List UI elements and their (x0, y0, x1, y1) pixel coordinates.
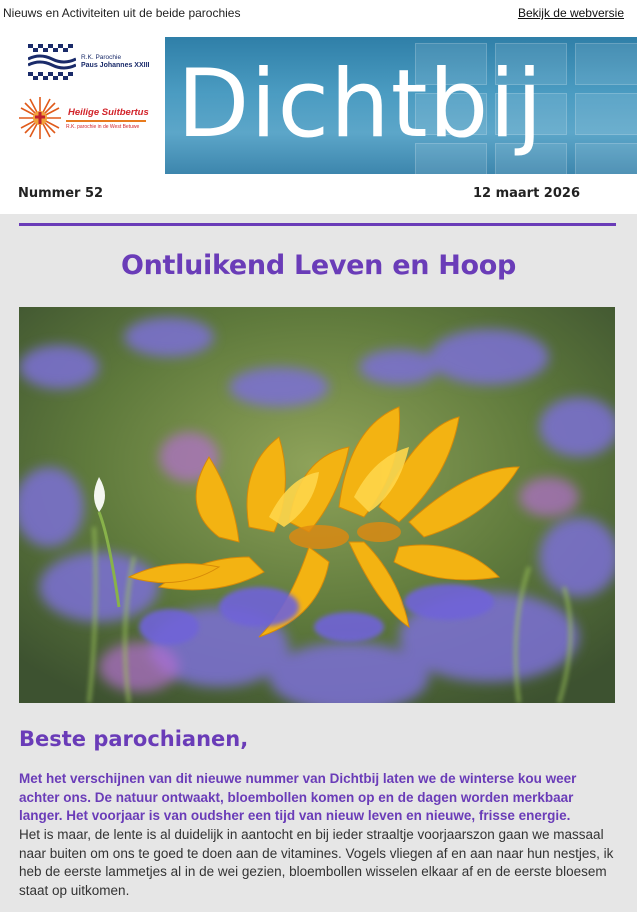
parish1-name (81, 54, 149, 70)
header-banner (165, 37, 637, 174)
article-headline: Ontluikend Leven en Hoop (120, 250, 517, 281)
heilige-suitbertus-logo (18, 96, 158, 140)
parish-logos (18, 36, 158, 176)
newsletter-title: Dichtbij (177, 50, 544, 159)
banner-window-pane (575, 43, 637, 85)
parish2-name: Heilige Suitbertus (68, 107, 149, 118)
parish1-line1: R.K. Parochie (81, 54, 122, 61)
banner-window-pane (575, 143, 637, 174)
parish2-subtitle: R.K. parochie in de West Betuwe (66, 124, 140, 130)
issue-date: 12 maart 2026 (472, 186, 580, 201)
parish2-divider (66, 120, 146, 122)
top-bar (0, 0, 637, 30)
section-divider (19, 223, 616, 226)
parish1-line2: Paus Johannes XXIII (81, 62, 150, 69)
article-section (0, 214, 637, 912)
banner-window-pane (575, 93, 637, 135)
newsletter-intro-text: Nieuws en Activiteiten uit de beide parochies (3, 6, 241, 20)
issue-number: Nummer 52 (18, 186, 104, 201)
parish-checker-logo-icon (28, 44, 76, 80)
greeting-heading: Beste parochianen, (19, 727, 249, 751)
body-paragraph: Het is maar, de lente is al duidelijk in aantocht en bij ieder straaltje voorjaarszon gaan we massaal naar buiten om ons te goed te doen aan de vitamines. Vogels vliegen af en aan naar hun nestjes, ik heb de eerste lammetjes al in de wei gezien, bloembollen wisselen elkaar af en de eerste bloesem staat op uitkomen. (19, 827, 614, 898)
lead-paragraph: Met het verschijnen van dit nieuwe nummer van Dichtbij laten we de winterse kou weer achter ons. De natuur ontwaakt, bloembollen komen op en de dagen worden merkbaar langer. Het voorjaar is van oudsher een tijd van nieuw leven en nieuwe, frisse energie. (19, 771, 577, 823)
crocus-illustration (19, 307, 615, 703)
sun-cross-logo-icon (18, 96, 62, 140)
view-web-version-link[interactable]: Bekijk de webversie (517, 6, 624, 20)
paus-johannes-logo (28, 44, 168, 80)
crocus-photo (19, 307, 615, 703)
